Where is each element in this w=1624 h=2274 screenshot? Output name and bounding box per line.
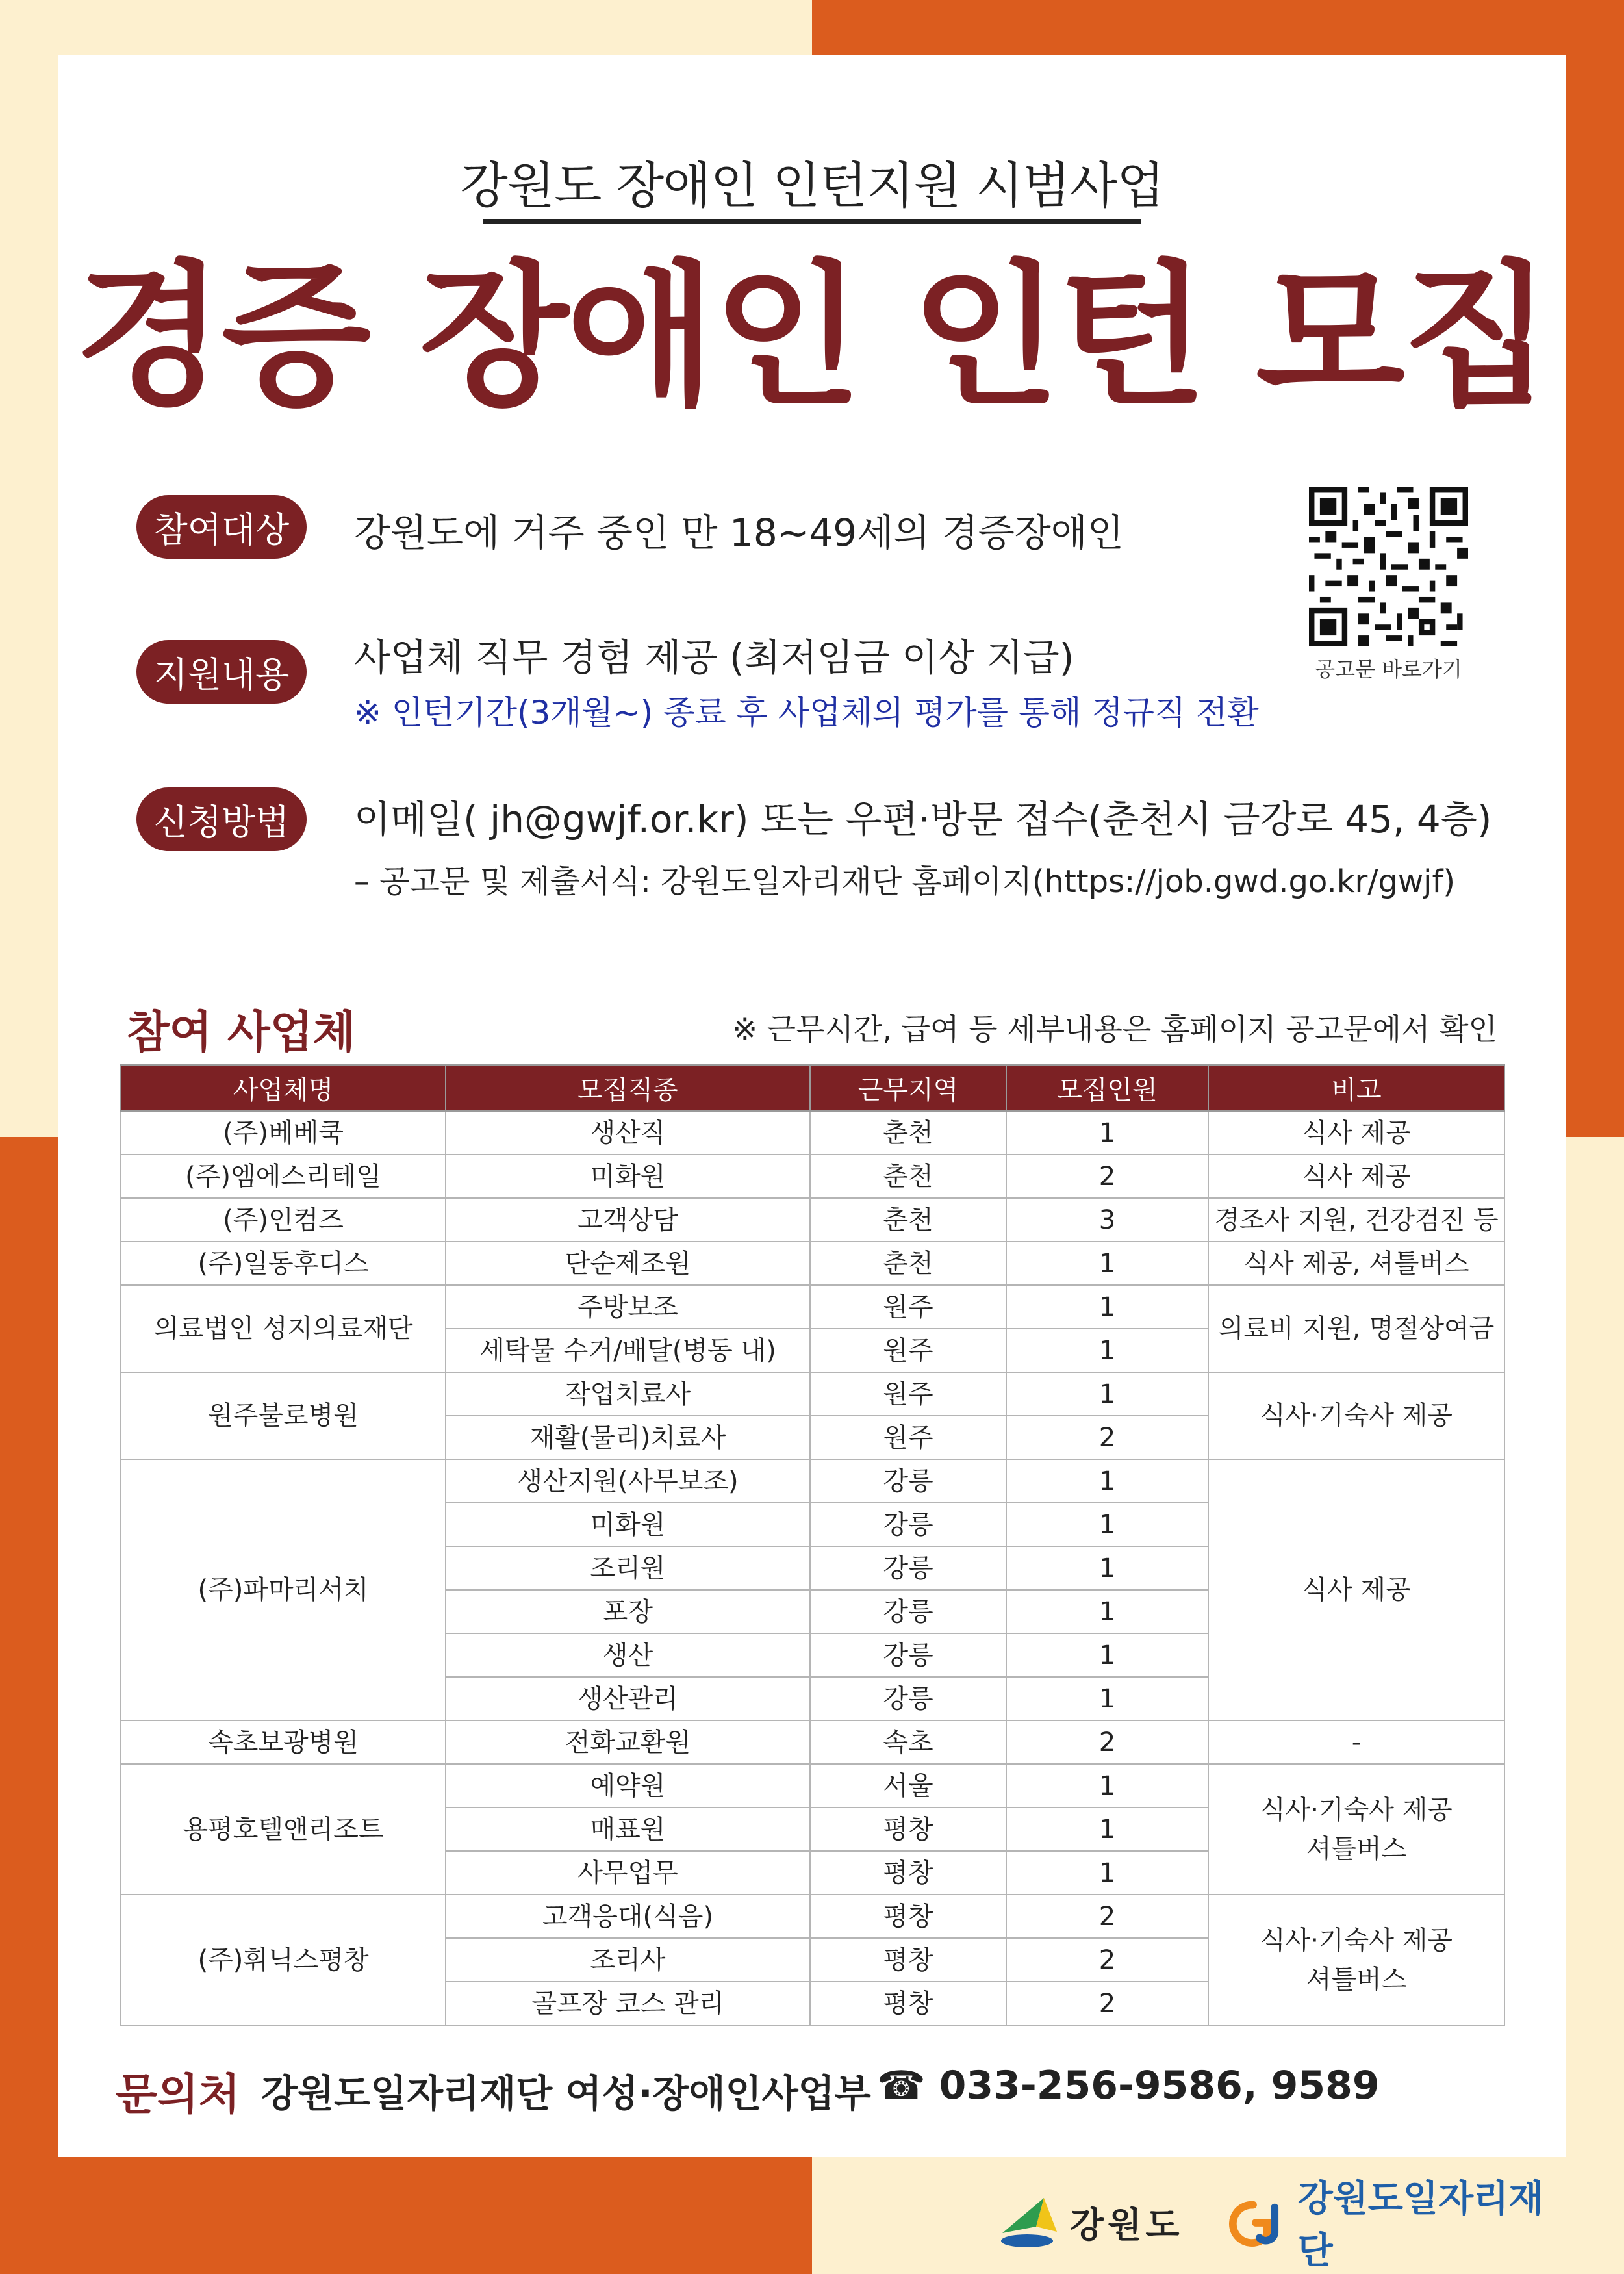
gwjf-emblem-icon bbox=[1228, 2193, 1291, 2251]
contact-phone[interactable]: ☎ 033-256-9586, 9589 bbox=[877, 2063, 1380, 2108]
apply-sub-text: – 공고문 및 제출서식: 강원도일자리재단 홈페이지(https://job.gwd.go.kr/gwjf) bbox=[354, 863, 1456, 900]
target-label-badge: 참여대상 bbox=[136, 495, 307, 559]
count-cell: 2 bbox=[1006, 1982, 1208, 2025]
table-row bbox=[121, 1155, 1504, 1198]
region-cell: 강릉 bbox=[810, 1546, 1006, 1590]
company-cell: (주)엠에스리테일 bbox=[121, 1155, 446, 1198]
region-cell: 강릉 bbox=[810, 1590, 1006, 1633]
table-row bbox=[121, 1895, 1504, 1938]
count-cell: 2 bbox=[1006, 1155, 1208, 1198]
qr-code-icon[interactable] bbox=[1309, 487, 1468, 646]
company-cell: (주)일동후디스 bbox=[121, 1242, 446, 1285]
count-cell: 1 bbox=[1006, 1503, 1208, 1546]
remarks-cell: 식사 제공 bbox=[1208, 1111, 1504, 1155]
company-cell: 용평호텔앤리조트 bbox=[121, 1764, 446, 1895]
company-cell: (주)파마리서치 bbox=[121, 1459, 446, 1720]
company-cell: 원주불로병원 bbox=[121, 1372, 446, 1459]
count-cell: 1 bbox=[1006, 1764, 1208, 1808]
count-cell: 1 bbox=[1006, 1111, 1208, 1155]
remarks-cell: 의료비 지원, 명절상여금 bbox=[1208, 1285, 1504, 1372]
count-cell: 1 bbox=[1006, 1285, 1208, 1329]
companies-section-title: 참여 사업체 bbox=[127, 1007, 356, 1058]
header-count: 모집인원 bbox=[1006, 1065, 1208, 1111]
header-job: 모집직종 bbox=[446, 1065, 810, 1111]
count-cell: 1 bbox=[1006, 1590, 1208, 1633]
job-cell: 세탁물 수거/배달(병동 내) bbox=[446, 1329, 810, 1372]
apply-text: 이메일( jh@gwjf.or.kr) 또는 우편·방문 접수(춘천시 금강로 45, 4층) bbox=[354, 797, 1492, 841]
remarks-cell: 식사 제공 bbox=[1208, 1459, 1504, 1720]
gangwon-logo bbox=[997, 2190, 1192, 2255]
job-cell: 재활(물리)치료사 bbox=[446, 1416, 810, 1459]
remarks-cell: 식사·기숙사 제공 셔틀버스 bbox=[1208, 1895, 1504, 2025]
count-cell: 3 bbox=[1006, 1198, 1208, 1242]
count-cell: 1 bbox=[1006, 1329, 1208, 1372]
region-cell: 춘천 bbox=[810, 1111, 1006, 1155]
job-cell: 생산직 bbox=[446, 1111, 810, 1155]
company-cell: (주)인컴즈 bbox=[121, 1198, 446, 1242]
count-cell: 2 bbox=[1006, 1938, 1208, 1982]
job-cell: 단순제조원 bbox=[446, 1242, 810, 1285]
table-row bbox=[121, 1372, 1504, 1416]
company-cell: 속초보광병원 bbox=[121, 1720, 446, 1764]
support-label-badge: 지원내용 bbox=[136, 640, 307, 704]
company-cell: 의료법인 성지의료재단 bbox=[121, 1285, 446, 1372]
region-cell: 강릉 bbox=[810, 1633, 1006, 1677]
count-cell: 1 bbox=[1006, 1851, 1208, 1895]
region-cell: 춘천 bbox=[810, 1242, 1006, 1285]
company-cell: (주)휘닉스평창 bbox=[121, 1895, 446, 2025]
region-cell: 춘천 bbox=[810, 1155, 1006, 1198]
region-cell: 강릉 bbox=[810, 1459, 1006, 1503]
job-cell: 사무업무 bbox=[446, 1851, 810, 1895]
job-cell: 생산 bbox=[446, 1633, 810, 1677]
job-cell: 골프장 코스 관리 bbox=[446, 1982, 810, 2025]
job-cell: 고객상담 bbox=[446, 1198, 810, 1242]
job-cell: 포장 bbox=[446, 1590, 810, 1633]
table-row bbox=[121, 1285, 1504, 1329]
count-cell: 1 bbox=[1006, 1677, 1208, 1720]
contact-department: 강원도일자리재단 여성·장애인사업부 bbox=[261, 2071, 871, 2115]
remarks-cell: 식사·기숙사 제공 셔틀버스 bbox=[1208, 1764, 1504, 1895]
qr-caption: 공고문 바로가기 bbox=[1315, 657, 1462, 682]
job-cell: 주방보조 bbox=[446, 1285, 810, 1329]
gwjf-logo-text: 강원도일자리재단 bbox=[1297, 2178, 1544, 2272]
remarks-cell: 경조사 지원, 건강검진 등 bbox=[1208, 1198, 1504, 1242]
table-row bbox=[121, 1459, 1504, 1503]
remarks-cell: 식사 제공 bbox=[1208, 1155, 1504, 1198]
count-cell: 1 bbox=[1006, 1459, 1208, 1503]
region-cell: 속초 bbox=[810, 1720, 1006, 1764]
poster-subtitle: 강원도 장애인 인턴지원 시범사업 bbox=[460, 157, 1164, 214]
remarks-cell: 식사 제공, 셔틀버스 bbox=[1208, 1242, 1504, 1285]
company-cell: (주)베베쿡 bbox=[121, 1111, 446, 1155]
count-cell: 1 bbox=[1006, 1546, 1208, 1590]
region-cell: 평창 bbox=[810, 1895, 1006, 1938]
support-text: 사업체 직무 경험 제공 (최저임금 이상 지급) bbox=[354, 635, 1074, 680]
remarks-cell: - bbox=[1208, 1720, 1504, 1764]
region-cell: 평창 bbox=[810, 1808, 1006, 1851]
companies-table bbox=[120, 1064, 1505, 2026]
companies-section-note: ※ 근무시간, 급여 등 세부내용은 홈페이지 공고문에서 확인 bbox=[732, 1012, 1497, 1047]
job-cell: 전화교환원 bbox=[446, 1720, 810, 1764]
table-header-row bbox=[121, 1065, 1504, 1111]
count-cell: 1 bbox=[1006, 1633, 1208, 1677]
job-cell: 생산지원(사무보조) bbox=[446, 1459, 810, 1503]
region-cell: 강릉 bbox=[810, 1677, 1006, 1720]
contact-label: 문의처 bbox=[116, 2069, 240, 2119]
job-cell: 조리원 bbox=[446, 1546, 810, 1590]
gangwon-logo-text: 강원도 bbox=[1070, 2204, 1184, 2245]
job-cell: 미화원 bbox=[446, 1503, 810, 1546]
region-cell: 평창 bbox=[810, 1938, 1006, 1982]
table-row bbox=[121, 1111, 1504, 1155]
job-cell: 작업치료사 bbox=[446, 1372, 810, 1416]
count-cell: 1 bbox=[1006, 1372, 1208, 1416]
subtitle-underline bbox=[483, 219, 1141, 224]
count-cell: 2 bbox=[1006, 1416, 1208, 1459]
region-cell: 평창 bbox=[810, 1851, 1006, 1895]
table-row bbox=[121, 1764, 1504, 1808]
count-cell: 1 bbox=[1006, 1242, 1208, 1285]
region-cell: 원주 bbox=[810, 1285, 1006, 1329]
table-row bbox=[121, 1242, 1504, 1285]
count-cell: 1 bbox=[1006, 1808, 1208, 1851]
job-cell: 미화원 bbox=[446, 1155, 810, 1198]
job-cell: 매표원 bbox=[446, 1808, 810, 1851]
target-text: 강원도에 거주 중인 만 18~49세의 경증장애인 bbox=[354, 511, 1124, 555]
region-cell: 평창 bbox=[810, 1982, 1006, 2025]
region-cell: 원주 bbox=[810, 1416, 1006, 1459]
remarks-cell: 식사·기숙사 제공 bbox=[1208, 1372, 1504, 1459]
job-cell: 고객응대(식음) bbox=[446, 1895, 810, 1938]
header-remarks: 비고 bbox=[1208, 1065, 1504, 1111]
region-cell: 강릉 bbox=[810, 1503, 1006, 1546]
region-cell: 춘천 bbox=[810, 1198, 1006, 1242]
job-cell: 생산관리 bbox=[446, 1677, 810, 1720]
table-row bbox=[121, 1720, 1504, 1764]
region-cell: 원주 bbox=[810, 1329, 1006, 1372]
job-cell: 조리사 bbox=[446, 1938, 810, 1982]
poster-title: 경증 장애인 인턴 모집 bbox=[75, 247, 1549, 427]
job-cell: 예약원 bbox=[446, 1764, 810, 1808]
support-note: ※ 인턴기간(3개월~) 종료 후 사업체의 평가를 통해 정규직 전환 bbox=[354, 694, 1259, 732]
apply-label-badge: 신청방법 bbox=[136, 787, 307, 851]
count-cell: 2 bbox=[1006, 1895, 1208, 1938]
table-row bbox=[121, 1198, 1504, 1242]
region-cell: 서울 bbox=[810, 1764, 1006, 1808]
count-cell: 2 bbox=[1006, 1720, 1208, 1764]
gangwon-emblem-icon bbox=[997, 2193, 1062, 2251]
gwjf-logo bbox=[1228, 2178, 1572, 2272]
header-company: 사업체명 bbox=[121, 1065, 446, 1111]
header-region: 근무지역 bbox=[810, 1065, 1006, 1111]
region-cell: 원주 bbox=[810, 1372, 1006, 1416]
